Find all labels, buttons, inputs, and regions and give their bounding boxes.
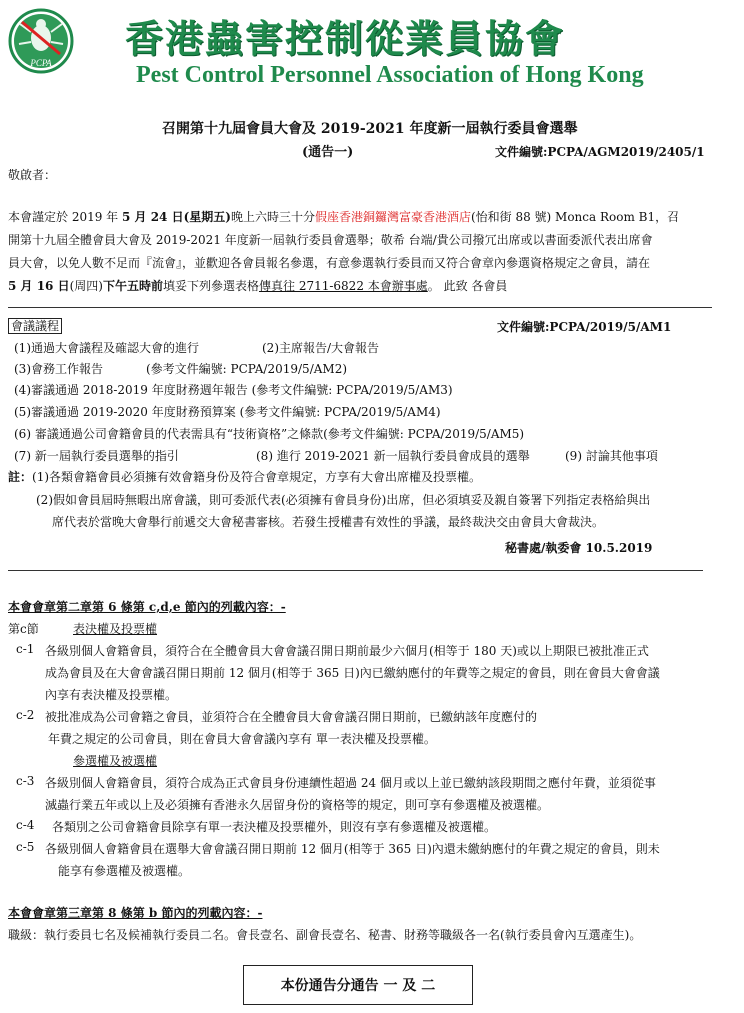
clause-number: c-3 — [16, 774, 35, 788]
agenda-label: 會議議程 — [8, 317, 62, 334]
notice-title: 召開第十九屆會員大會及 2019-2021 年度新一屆執行委員會選舉 — [162, 121, 578, 137]
agenda-item: (2)主席報告/大會報告 — [262, 341, 380, 355]
divider — [8, 570, 703, 571]
org-name-en: Pest Control Personnel Association of Hong Kong — [136, 62, 644, 88]
org-name-zh: 香港蟲害控制從業員協會 — [125, 17, 566, 61]
clause-c4-line: 各類別之公司會籍會員除享有單一表決權及投票權外，則沒有享有參選權及被選權。 — [52, 820, 497, 834]
fax-instruction: 傳真往 2711-6822 本會辦事處 — [259, 279, 428, 293]
clause-c2-line: 被批准成為公司會籍之會員，並須符合在全體會員大會會議召開日期前，已繳納該年度應付的 — [45, 710, 538, 724]
agenda-item: (6) 審議通過公司會籍會員的代表需具有“技術資格”之條款(參考文件編號: PCPA/2019/5/AM5) — [14, 427, 525, 441]
agenda-doc-number: 文件編號:PCPA/2019/5/AM1 — [497, 320, 672, 334]
clause-number: c-1 — [16, 642, 35, 656]
deadline-date: 5 月 16 日 — [8, 279, 70, 293]
clause-number: c-2 — [16, 708, 35, 722]
note-2-line-1: (2)假如會員屆時無暇出席會議，則可委派代表(必須擁有會員身份)出席，但必須填妥及親自簽署下列指定表格給與出 — [36, 493, 651, 507]
body-line-2: 開第十九屆全體會員大會及 2019-2021 年度新一屆執行委員會選舉；敬希 台端/貴公司撥冗出席或以書面委派代表出席會 — [8, 233, 653, 247]
agenda-item: (參考文件編號: PCPA/2019/5/AM2) — [146, 362, 348, 376]
agenda-item: (3)會務工作報告 — [14, 362, 103, 376]
notice-parts-box: 本份通告分通告 一 及 二 — [243, 965, 473, 1005]
clause-number: c-4 — [16, 818, 35, 832]
subheading-voting-rights: 表決權及投票權 — [73, 622, 158, 636]
logo-text: PCPA — [30, 58, 52, 68]
agenda-item: (9) 討論其他事項 — [565, 449, 658, 463]
deadline-time: 下午五時前 — [102, 279, 163, 293]
section-b-text: 職級：執行委員七名及候補執行委員二名。會長壹名、副會長壹名、秘書、財務等職級各一名(執行委員會內互選產生)。 — [8, 928, 642, 942]
clause-c1-line: 內享有表決權及投票權。 — [45, 688, 178, 702]
agenda-item: (7) 新一屆執行委員選舉的指引 — [14, 449, 179, 463]
signature: 秘書處/執委會 10.5.2019 — [505, 541, 653, 555]
agenda-item: (5)審議通過 2019-2020 年度財務預算案 (參考文件編號: PCPA/2019/5/AM4) — [14, 405, 441, 419]
clause-c1-line: 成為會員及在大會會議召開日期前 12 個月(相等于 365 日)內已繳納應付的年費等之規定的會員，則在會員大會會議 — [45, 666, 660, 680]
pcpa-logo — [8, 8, 74, 74]
body-line-3: 員大會，以免人數不足而『流會』，並歡迎各會員報名參選，有意參選執行委員而又符合會章內參選資格規定之會員，請在 — [8, 256, 651, 270]
subheading-election-rights: 參選權及被選權 — [73, 754, 158, 768]
divider — [8, 307, 712, 308]
notice-subtitle: (通告一) — [302, 145, 354, 160]
clause-c1-line: 各級別個人會籍會員，須符合在全體會員大會會議召開日期前最少六個月(相等于 180 天)或以上期限已被批准正式 — [45, 644, 649, 658]
agenda-item: (4)審議通過 2018-2019 年度財務週年報告 (參考文件編號: PCPA/2019/5/AM3) — [14, 383, 453, 397]
section-a-heading: 本會會章第二章第 6 條第 c,d,e 節內的列載內容：- — [8, 600, 286, 614]
clause-c5-line: 能享有參選權及被選權。 — [58, 864, 191, 878]
clause-c5-line: 各級別個人會籍會員在選舉大會會議召開日期前 12 個月(相等于 365 日)內還未繳納應付的年費之規定的會員，則未 — [45, 842, 660, 856]
meeting-date: 5 月 24 日(星期五) — [121, 210, 231, 224]
clause-c2-line: 年費之規定的公司會員，則在會員大會會議內享有 單一表決權及投票權。 — [48, 732, 436, 746]
body-line-4: 5 月 16 日(周四)下午五時前填妥下列參選表格傳真往 2711-6822 本會辦事處。 此致 各會員 — [8, 279, 508, 293]
body-line-1: 本會謹定於 2019 年 5 月 24 日(星期五)晚上六時三十分假座香港銅鑼灣富豪香港酒店(怡和街 88 號) Monca Room B1，召 — [8, 210, 680, 224]
note-1: 註：(1)各類會籍會員必須擁有效會籍身份及符合會章規定，方享有大會出席權及投票權。 — [8, 470, 482, 484]
agenda-item: (1)通過大會議程及確認大會的進行 — [14, 341, 199, 355]
part-label: 第c節 — [8, 622, 39, 636]
section-b-heading: 本會會章第三章第 8 條第 b 節內的列載內容：- — [8, 906, 263, 920]
clause-c3-line: 滅蟲行業五年或以上及必須擁有香港永久居留身份的資格等的規定，則可享有參選權及被選權。 — [45, 798, 550, 812]
clause-number: c-5 — [16, 840, 35, 854]
clause-c3-line: 各級別個人會籍會員，須符合成為正式會員身份連續性超過 24 個月或以上並已繳納該段期間之應付年費，並須從事 — [45, 776, 656, 790]
greeting: 敬啟者： — [8, 168, 57, 182]
meeting-venue: 假座香港銅鑼灣富豪香港酒店 — [314, 210, 471, 224]
agenda-item: (8) 進行 2019-2021 新一屆執行委員會成員的選舉 — [256, 449, 530, 463]
notice-doc-number: 文件編號:PCPA/AGM2019/2405/1 — [495, 145, 705, 159]
note-2-line-2: 席代表於當晚大會舉行前遞交大會秘書審核。若發生授權書有效性的爭議，最終裁決交由會員大會裁決。 — [52, 515, 605, 529]
